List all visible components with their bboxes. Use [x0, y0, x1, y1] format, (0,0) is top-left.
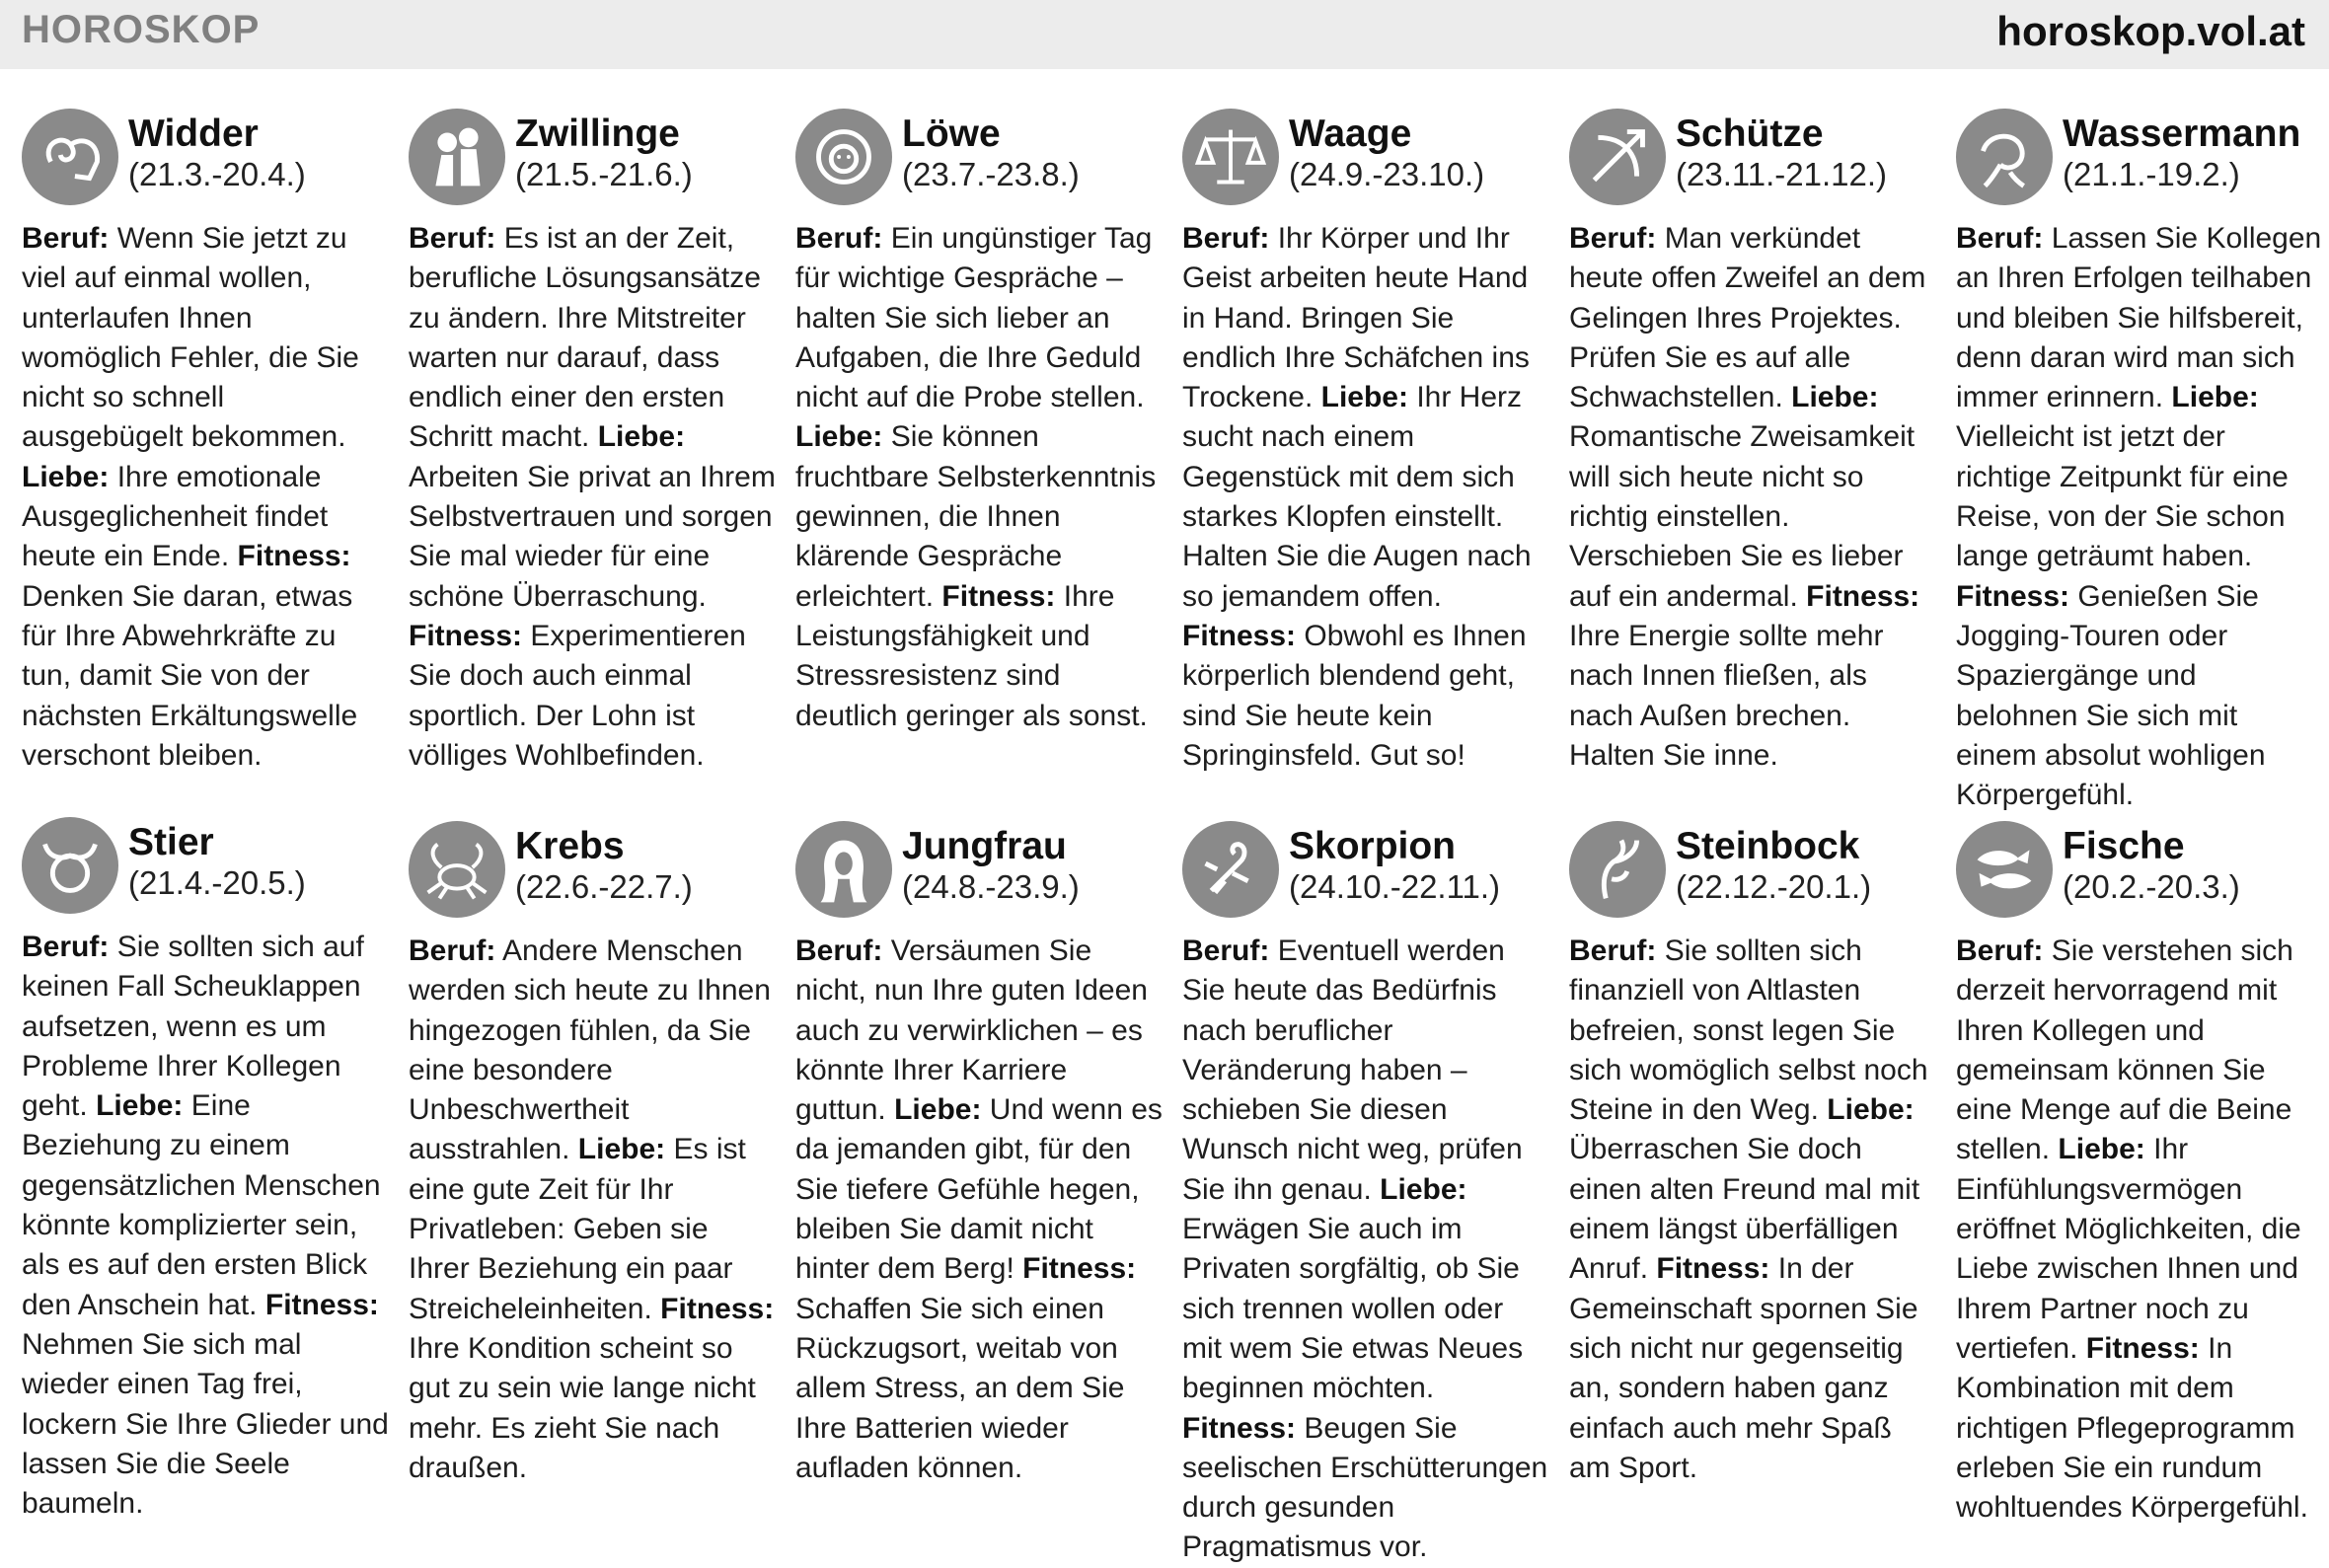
beruf-label: Beruf:: [1182, 222, 1270, 255]
sign-dates: (21.5.-21.6.): [515, 156, 693, 192]
beruf-label: Beruf:: [795, 934, 883, 967]
beruf-label: Beruf:: [1182, 934, 1270, 967]
beruf-text: Versäumen Sie nicht, nun Ihre guten Ideen auch zu verwirklichen – es könnte Ihrer Karriere guttun.: [795, 934, 1148, 1127]
beruf-label: Beruf:: [1956, 934, 2044, 967]
fitness-text: Schaffen Sie sich einen Rückzugsort, weitab von allem Stress, an dem Sie Ihre Batterien wieder aufladen können.: [795, 1292, 1125, 1484]
sign-text: [22, 928, 389, 1524]
liebe-label: Liebe:: [1827, 1093, 1915, 1127]
liebe-label: Liebe:: [795, 420, 883, 454]
fitness-text: In Kombination mit dem richtigen Pflegeprogramm erleben Sie ein rundum wohltuendes Körpergefühl.: [1956, 1331, 2308, 1525]
sign-text: [1182, 219, 1549, 776]
sign-text: [1956, 219, 2323, 815]
liebe-label: Liebe:: [597, 420, 686, 454]
beruf-text: Wenn Sie jetzt zu viel auf einmal wollen, unterlaufen Ihnen womöglich Fehler, die Sie nicht so schnell ausgebügelt bekommen.: [22, 222, 359, 454]
twins-icon: [409, 109, 505, 205]
sign-name: Jungfrau: [902, 825, 1067, 867]
sign-dates: (24.9.-23.10.): [1289, 156, 1485, 192]
fitness-label: Fitness:: [1182, 1411, 1297, 1445]
liebe-label: Liebe:: [2171, 381, 2259, 414]
beruf-label: Beruf:: [1956, 222, 2044, 255]
fitness-text: Genießen Sie Jogging-Touren oder Spaziergänge und belohnen Sie sich mit einem absolut wohligen Körpergefühl.: [1956, 579, 2266, 812]
fitness-text: Experimentieren Sie doch auch einmal sportlich. Der Lohn ist völliges Wohlbefinden.: [409, 619, 746, 772]
beruf-label: Beruf:: [409, 222, 496, 255]
liebe-text: Arbeiten Sie privat an Ihrem Selbstvertrauen und sorgen Sie mal wieder für eine schöne Überraschung.: [409, 460, 776, 613]
liebe-label: Liebe:: [894, 1093, 982, 1127]
lion-icon: [795, 109, 892, 205]
fitness-text: Nehmen Sie sich mal wieder einen Tag frei, lockern Sie Ihre Glieder und lassen Sie die Seele baumeln.: [22, 1327, 389, 1521]
ram-icon: [22, 109, 118, 205]
crab-icon: [409, 821, 505, 918]
fitness-text: Ihre Energie sollte mehr nach Innen fließen, als nach Außen brechen. Halten Sie inne.: [1569, 619, 1884, 772]
sign-text: [795, 932, 1163, 1488]
liebe-label: Liebe:: [96, 1089, 184, 1123]
liebe-label: Liebe:: [22, 460, 110, 493]
liebe-text: Eine Beziehung zu einem gegensätzlichen Menschen könnte komplizierter sein, als es auf den ersten Blick den Anschein hat.: [22, 1089, 381, 1321]
sign-text: [409, 219, 776, 776]
liebe-label: Liebe:: [1320, 381, 1408, 414]
fitness-label: Fitness:: [409, 619, 523, 652]
sign-text: [1569, 932, 1936, 1488]
section-title: HOROSKOP: [22, 8, 261, 51]
sign-text: [1569, 219, 1936, 776]
sign-dates: (24.10.-22.11.): [1289, 868, 1501, 905]
water-bearer-icon: [1956, 109, 2053, 205]
liebe-text: Sie können fruchtbare Selbsterkenntnis gewinnen, die Ihnen klärende Gespräche erleichtert.: [795, 420, 1157, 613]
liebe-text: Ihr Einfühlungsvermögen eröffnet Möglichkeiten, die Liebe zwischen Ihnen und Ihrem Partner noch zu vertiefen.: [1956, 1133, 2301, 1365]
sign-text: [409, 932, 776, 1488]
sign-text: [1956, 932, 2323, 1528]
sign-dates: (23.7.-23.8.): [902, 156, 1080, 192]
sign-name: Skorpion: [1289, 825, 1457, 867]
fitness-text: Ihre Kondition scheint so gut zu sein wie lange nicht mehr. Es zieht Sie nach draußen.: [409, 1331, 756, 1484]
beruf-text: Sie verstehen sich derzeit hervorragend mit Ihren Kollegen und gemeinsam können Sie eine Menge auf die Beine stellen.: [1956, 934, 2293, 1166]
beruf-text: Eventuell werden Sie heute das Bedürfnis nach beruflicher Veränderung haben – schieben Sie diesen Wunsch nicht weg, prüfen Sie ihn genau.: [1182, 934, 1523, 1206]
sign-name: Widder: [128, 112, 259, 155]
sign-name: Steinbock: [1676, 825, 1860, 867]
liebe-label: Liebe:: [1380, 1172, 1467, 1206]
sign-dates: (23.11.-21.12.): [1676, 156, 1888, 192]
liebe-label: Liebe:: [1791, 381, 1879, 414]
page-header: [0, 0, 2329, 69]
sign-name: Waage: [1289, 112, 1412, 155]
fitness-text: Obwohl es Ihnen körperlich blendend geht, sind Sie heute kein Springinsfeld. Gut so!: [1182, 619, 1527, 772]
sign-dates: (20.2.-20.3.): [2063, 868, 2240, 905]
sign-name: Fische: [2063, 825, 2185, 867]
scales-icon: [1182, 109, 1279, 205]
sign-name: Stier: [128, 821, 214, 863]
fish-icon: [1956, 821, 2053, 918]
goat-icon: [1569, 821, 1666, 918]
liebe-text: Es ist eine gute Zeit für Ihr Privatleben: Geben sie Ihrer Beziehung ein paar Streicheleinheiten.: [409, 1133, 746, 1325]
fitness-label: Fitness:: [660, 1292, 775, 1325]
liebe-text: Überraschen Sie doch einen alten Freund mal mit einem längst überfälligen Anruf.: [1569, 1133, 1920, 1286]
beruf-text: Man verkündet heute offen Zweifel an dem Gelingen Ihres Projektes. Prüfen Sie es auf alle Schwachstellen.: [1569, 222, 1926, 414]
fitness-label: Fitness:: [941, 579, 1056, 613]
sign-name: Krebs: [515, 825, 625, 867]
sign-text: [22, 219, 389, 776]
sign-dates: (21.1.-19.2.): [2063, 156, 2240, 192]
fitness-text: Beugen Sie seelischen Erschütterungen durch gesunden Pragmatismus vor.: [1182, 1411, 1548, 1564]
sign-name: Wassermann: [2063, 112, 2301, 155]
beruf-text: Sie sollten sich finanziell von Altlasten befreien, sonst legen Sie sich womöglich selbst noch Steine in den Weg.: [1569, 934, 1928, 1127]
scorpion-icon: [1182, 821, 1279, 918]
beruf-text: Lassen Sie Kollegen an Ihren Erfolgen teilhaben und bleiben Sie hilfsbereit, denn daran wird man sich immer erinnern.: [1956, 222, 2322, 414]
liebe-text: Erwägen Sie auch im Privaten sorgfältig, ob Sie sich trennen wollen oder mit wem Sie etwas Neues beginnen möchten.: [1182, 1213, 1524, 1405]
liebe-text: Ihr Herz sucht nach einem Gegenstück mit dem sich starkes Klopfen einstellt. Halten Sie die Augen nach so jemandem offen.: [1182, 381, 1532, 613]
sign-dates: (22.6.-22.7.): [515, 868, 693, 905]
beruf-label: Beruf:: [795, 222, 883, 255]
liebe-text: Vielleicht ist jetzt der richtige Zeitpunkt für eine Reise, von der Sie schon lange geträumt haben.: [1956, 420, 2289, 573]
fitness-label: Fitness:: [1956, 579, 2070, 613]
fitness-label: Fitness:: [264, 1288, 379, 1321]
beruf-text: Sie sollten sich auf keinen Fall Scheuklappen aufsetzen, wenn es um Probleme Ihrer Kollegen geht.: [22, 931, 364, 1123]
sign-text: [795, 219, 1163, 736]
liebe-label: Liebe:: [2058, 1133, 2145, 1166]
bull-icon: [22, 817, 118, 914]
beruf-label: Beruf:: [1569, 934, 1657, 967]
liebe-text: Romantische Zweisamkeit will sich heute nicht so richtig einstellen. Verschieben Sie es lieber auf ein andermal.: [1569, 420, 1916, 613]
fitness-label: Fitness:: [1022, 1252, 1137, 1286]
beruf-text: Andere Menschen werden sich heute zu Ihnen hingezogen fühlen, da Sie eine besondere Unbeschwertheit ausstrahlen.: [409, 934, 771, 1166]
archer-icon: [1569, 109, 1666, 205]
beruf-label: Beruf:: [409, 934, 496, 967]
fitness-text: Denken Sie daran, etwas für Ihre Abwehrkräfte zu tun, damit Sie von der nächsten Erkältungswelle verschont bleiben.: [22, 579, 358, 772]
sign-dates: (22.12.-20.1.): [1676, 868, 1872, 905]
sign-name: Zwillinge: [515, 112, 680, 155]
virgin-icon: [795, 821, 892, 918]
fitness-label: Fitness:: [237, 540, 351, 573]
sign-text: [1182, 932, 1549, 1568]
beruf-label: Beruf:: [22, 222, 110, 255]
sign-dates: (21.3.-20.4.): [128, 156, 306, 192]
sign-dates: (24.8.-23.9.): [902, 868, 1080, 905]
beruf-label: Beruf:: [1569, 222, 1657, 255]
beruf-text: Es ist an der Zeit, berufliche Lösungsansätze zu ändern. Ihre Mitstreiter warten nur darauf, dass endlich einer den ersten Schritt macht.: [409, 222, 761, 454]
sign-dates: (21.4.-20.5.): [128, 864, 306, 901]
site-url[interactable]: horoskop.vol.at: [1996, 8, 2305, 54]
fitness-text: Ihre Leistungsfähigkeit und Stressresistenz sind deutlich geringer als sonst.: [795, 579, 1148, 732]
liebe-label: Liebe:: [577, 1133, 666, 1166]
sign-name: Schütze: [1676, 112, 1824, 155]
liebe-text: Und wenn es da jemanden gibt, für den Sie tiefere Gefühle hegen, bleiben Sie damit nicht hinter dem Berg!: [795, 1093, 1163, 1286]
beruf-label: Beruf:: [22, 931, 110, 963]
fitness-label: Fitness:: [1182, 619, 1297, 652]
fitness-label: Fitness:: [2085, 1331, 2200, 1365]
beruf-text: Ein ungünstiger Tag für wichtige Gespräche – halten Sie sich lieber an Aufgaben, die Ihre Geduld nicht auf die Probe stellen.: [795, 222, 1153, 414]
fitness-label: Fitness:: [1656, 1252, 1770, 1286]
beruf-text: Ihr Körper und Ihr Geist arbeiten heute Hand in Hand. Bringen Sie endlich Ihre Schäfchen ins Trockene.: [1182, 222, 1530, 414]
sign-name: Löwe: [902, 112, 1001, 155]
fitness-text: In der Gemeinschaft spornen Sie sich nicht nur gegenseitig an, sondern haben ganz einfach auch mehr Spaß am Sport.: [1569, 1252, 1918, 1484]
fitness-label: Fitness:: [1806, 579, 1920, 613]
liebe-text: Ihre emotionale Ausgeglichenheit findet heute ein Ende.: [22, 460, 329, 573]
